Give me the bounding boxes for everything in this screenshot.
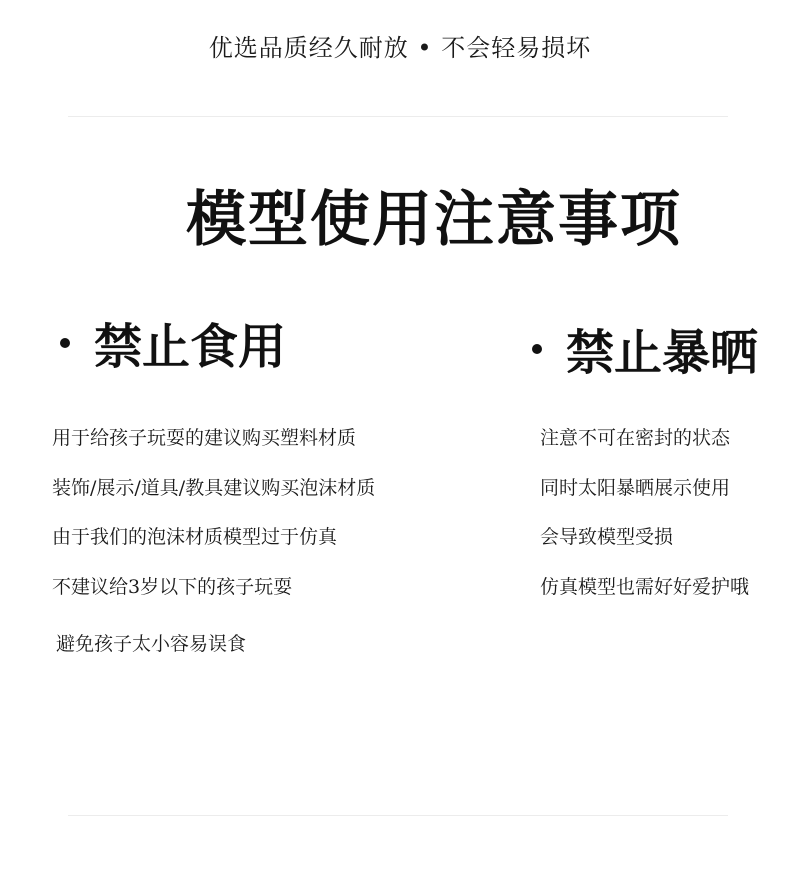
no-eating-heading-text: 禁止食用 [94,319,287,375]
no-sun-heading-text: 禁止暴晒 [566,325,759,381]
tagline: 优选品质经久耐放 • 不会轻易损坏 [208,34,592,62]
note-line: 仿真模型也需好好爱护哦 [540,575,750,598]
no-eating-section [58,308,286,377]
note-line: 用于给孩子玩耍的建议购买塑料材质 [52,427,357,449]
note-line: 避免孩子太小容易误食 [56,633,247,655]
no-sun-heading [530,314,758,383]
no-sun-notes [540,425,749,623]
bottom-divider [68,815,728,816]
no-eating-notes [52,425,375,681]
note-line: 由于我们的泡沫材质模型过于仿真 [52,526,338,548]
note-line: 不建议给3岁以下的孩子玩耍 [52,575,293,598]
note-line: 同时太阳暴晒展示使用 [540,476,731,499]
note-line: 注意不可在密封的状态 [540,427,731,449]
note-line: 装饰/展示/道具/教具建议购买泡沫材质 [52,476,376,499]
bullet-icon [532,344,542,354]
note-line: 会导致模型受损 [540,526,674,548]
top-divider [68,116,728,117]
page-title: 模型使用注意事项 [186,185,682,255]
no-sun-section [530,314,758,383]
no-eating-heading [58,308,286,377]
bullet-icon [60,338,70,348]
